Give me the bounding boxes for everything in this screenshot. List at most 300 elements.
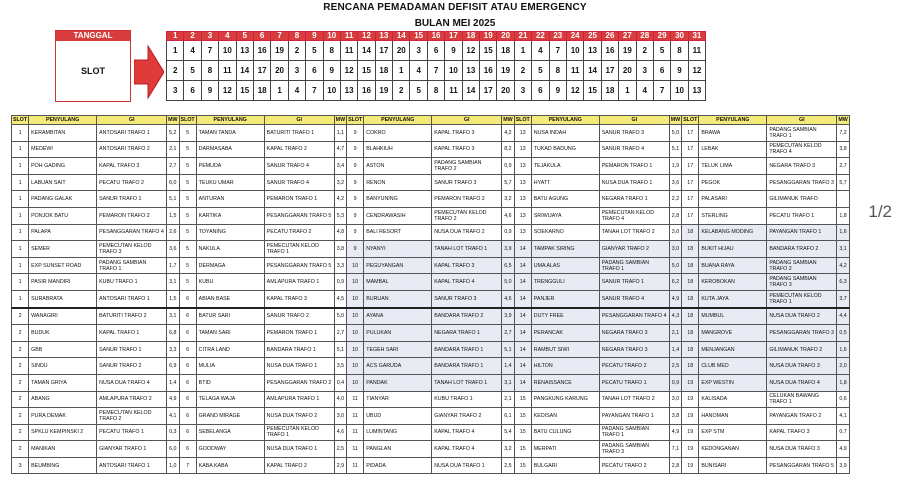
penyulang-table	[11, 115, 850, 474]
table-row	[12, 308, 850, 325]
date-header: 28	[636, 32, 653, 41]
slot-cell: 14	[514, 374, 531, 391]
mw-cell: 4,5	[334, 290, 346, 307]
penyulang-cell: BTID	[196, 374, 264, 391]
mw-cell: 3,0	[669, 391, 681, 408]
mw-cell: 6,2	[669, 274, 681, 291]
penyulang-cell: CENDRAWASIH	[364, 207, 432, 224]
penyulang-cell: PASIR MANDIRI	[29, 274, 97, 291]
slot-cell: 1	[12, 257, 29, 274]
mw-cell: 3,8	[669, 408, 681, 425]
gi-cell: PECATU TRAFO 2	[599, 358, 669, 375]
penyulang-cell: GOODWAY	[196, 441, 264, 458]
date-header: 15	[410, 32, 427, 41]
gi-cell: PADANG SAMBIAN TRAFO 3	[599, 441, 669, 458]
penyulang-cell: NYANYI	[364, 241, 432, 258]
mw-cell: 3,2	[502, 191, 514, 208]
gi-cell: NUSA DUA TRAFO 1	[264, 441, 334, 458]
slot-cell: 17	[682, 125, 699, 142]
slot-cell: 14	[514, 341, 531, 358]
column-header-penyulang: PENYULANG	[364, 116, 432, 125]
slot-cell: 13	[584, 41, 601, 61]
mw-cell: 5,1	[502, 341, 514, 358]
date-header: 13	[375, 32, 392, 41]
slot-cell: 9	[549, 81, 566, 101]
slot-cell: 2	[12, 374, 29, 391]
slot-cell: 2	[12, 424, 29, 441]
mw-cell: 4,1	[167, 408, 179, 425]
gi-cell: PESANGGARAN TRAFO 5	[264, 207, 334, 224]
slot-cell: 6	[653, 61, 670, 81]
mw-cell: 4,9	[167, 391, 179, 408]
penyulang-cell: PURA DEMAK	[29, 408, 97, 425]
mw-cell: 2,5	[502, 457, 514, 474]
penyulang-cell: PULUKAN	[364, 325, 432, 342]
slot-cell: 15	[514, 441, 531, 458]
slot-cell: 7	[179, 457, 196, 474]
mw-cell: 2,6	[167, 224, 179, 241]
slot-cell: 14	[514, 308, 531, 325]
slot-cell: 5	[179, 125, 196, 142]
gi-cell: NEGARA TRAFO 3	[767, 158, 837, 175]
penyulang-cell: SEBELANGA	[196, 424, 264, 441]
table-row	[12, 424, 850, 441]
penyulang-cell: TAMPAK SIRING	[531, 241, 599, 258]
mw-cell: 2,7	[502, 325, 514, 342]
slot-cell: 4	[184, 41, 201, 61]
slot-cell: 4	[288, 81, 305, 101]
mw-cell: 3,5	[334, 358, 346, 375]
gi-cell: NEGARA TRAFO 3	[599, 325, 669, 342]
penyulang-cell: PIDADA	[364, 457, 432, 474]
penyulang-cell: LABUAN SAIT	[29, 174, 97, 191]
mw-cell: 4,2	[502, 125, 514, 142]
slot-cell: 8	[671, 41, 688, 61]
column-header-penyulang: PENYULANG	[196, 116, 264, 125]
date-header: 24	[566, 32, 583, 41]
mw-cell: 1,7	[167, 257, 179, 274]
mw-cell: 0,9	[669, 374, 681, 391]
slot-cell: 9	[347, 141, 364, 158]
mw-cell: 6,3	[837, 274, 849, 291]
penyulang-cell: CLUB MED	[699, 358, 767, 375]
gi-cell: KAPAL TRAFO 2	[264, 457, 334, 474]
mw-cell: 1,8	[837, 374, 849, 391]
date-header: 2	[184, 32, 201, 41]
penyulang-cell: PALAPA	[29, 224, 97, 241]
slot-cell: 13	[340, 81, 357, 101]
mw-cell: 5,2	[167, 125, 179, 142]
slot-cell: 18	[682, 274, 699, 291]
gi-cell: ANTOSARI TRAFO 2	[97, 141, 167, 158]
slot-row	[167, 61, 706, 81]
slot-cell: 5	[179, 158, 196, 175]
penyulang-cell: KABA KABA	[196, 457, 264, 474]
mw-cell: 5,7	[837, 174, 849, 191]
mw-cell: 3,7	[837, 290, 849, 307]
date-header: 5	[236, 32, 253, 41]
slot-cell: 15	[514, 391, 531, 408]
penyulang-cell: DERMAGA	[196, 257, 264, 274]
slot-cell: 10	[347, 257, 364, 274]
date-header: 11	[340, 32, 357, 41]
gi-cell: NUSA DUA TRAFO 4	[767, 374, 837, 391]
mw-cell: 0,9	[502, 224, 514, 241]
penyulang-cell: TRENGGULI	[531, 274, 599, 291]
gi-cell: KAPAL TRAFO 3	[264, 290, 334, 307]
slot-cell: 3	[636, 61, 653, 81]
gi-cell: PAYANGAN TRAFO 1	[599, 408, 669, 425]
slot-cell: 4	[532, 41, 549, 61]
mw-cell: 4,3	[669, 308, 681, 325]
gi-cell: PEMARON TRAFO 2	[97, 207, 167, 224]
slot-cell: 17	[682, 191, 699, 208]
column-header-slot: SLOT	[683, 117, 698, 123]
gi-cell: PEMARON TRAFO 1	[264, 325, 334, 342]
slot-cell: 10	[347, 325, 364, 342]
date-header: 7	[271, 32, 288, 41]
slot-cell: 16	[358, 81, 375, 101]
slot-cell: 5	[410, 81, 427, 101]
penyulang-cell: BUANA RAYA	[699, 257, 767, 274]
slot-cell: 5	[653, 41, 670, 61]
mw-cell: 1,5	[167, 207, 179, 224]
slot-cell: 14	[514, 257, 531, 274]
slot-cell: 20	[393, 41, 410, 61]
penyulang-cell: TEJAKULA	[531, 158, 599, 175]
slot-cell: 11	[688, 41, 705, 61]
penyulang-cell: PEMUDA	[196, 158, 264, 175]
mw-cell: 3,0	[669, 224, 681, 241]
penyulang-cell: ACS GARUDA	[364, 358, 432, 375]
slot-cell: 19	[271, 41, 288, 61]
slot-cell: 13	[514, 207, 531, 224]
penyulang-cell: BUKIT HIJAU	[699, 241, 767, 258]
slot-cell: 9	[347, 191, 364, 208]
page-indicator: 1/2	[868, 202, 892, 221]
penyulang-cell: ASTON	[364, 158, 432, 175]
penyulang-cell: SOEKARNO	[531, 224, 599, 241]
gi-cell: KAPAL TRAFO 3	[432, 141, 502, 158]
date-header: 18	[462, 32, 479, 41]
gi-cell: SANUR TRAFO 1	[599, 274, 669, 291]
date-header: 23	[549, 32, 566, 41]
mw-cell: 0,3	[167, 424, 179, 441]
mw-cell: 7,1	[669, 441, 681, 458]
slot-cell: 9	[347, 241, 364, 258]
gi-cell: PADANG SAMBIAN TRAFO 3	[767, 274, 837, 291]
gi-cell: PEMECUTAN KELOD TRAFO 2	[432, 207, 502, 224]
date-header: 31	[688, 32, 705, 41]
penyulang-cell: TOYANING	[196, 224, 264, 241]
slot-row	[167, 41, 706, 61]
mw-cell: 1,4	[502, 358, 514, 375]
mw-cell: 5,0	[334, 308, 346, 325]
gi-cell: KAPAL TRAFO 4	[432, 274, 502, 291]
slot-cell: 18	[375, 61, 392, 81]
penyulang-cell: PEGOK	[699, 174, 767, 191]
slot-cell: 6	[179, 308, 196, 325]
slot-cell: 19	[682, 391, 699, 408]
gi-cell: NUSA DUA TRAFO 2	[432, 224, 502, 241]
slot-cell: 13	[236, 41, 253, 61]
gi-cell: TANAH LOT TRAFO 1	[432, 241, 502, 258]
gi-cell: PEMECUTAN KELOD TRAFO 3	[97, 241, 167, 258]
slot-cell: 14	[514, 358, 531, 375]
slot-cell: 2	[636, 41, 653, 61]
mw-cell: 3,6	[669, 174, 681, 191]
date-header: 27	[619, 32, 636, 41]
slot-cell: 19	[497, 61, 514, 81]
penyulang-cell: EXP SUNSET ROAD	[29, 257, 97, 274]
slot-cell: 1	[12, 241, 29, 258]
page-title: RENCANA PEMADAMAN DEFISIT ATAU EMERGENCY	[323, 2, 587, 13]
mw-cell: 6,1	[502, 408, 514, 425]
penyulang-cell: KERAMBITAN	[29, 125, 97, 142]
penyulang-cell: CITRA LAND	[196, 341, 264, 358]
mw-cell: 2,1	[502, 391, 514, 408]
date-header: 21	[514, 32, 531, 41]
gi-cell: NUSA DUA TRAFO 4	[97, 374, 167, 391]
slot-cell: 18	[601, 81, 618, 101]
gi-cell: AMLAPURA TRAFO 2	[97, 391, 167, 408]
slot-cell: 17	[375, 41, 392, 61]
slot-label: SLOT	[81, 66, 105, 76]
mw-cell: 4,7	[334, 141, 346, 158]
slot-cell: 6	[184, 81, 201, 101]
slot-cell: 6	[179, 424, 196, 441]
mw-cell: 5,7	[502, 174, 514, 191]
penyulang-cell: DUTY FREE	[531, 308, 599, 325]
table-row	[12, 174, 850, 191]
column-header-mw: MW	[838, 117, 848, 123]
slot-cell: 1	[619, 81, 636, 101]
slot-cell: 5	[184, 61, 201, 81]
date-header: 6	[253, 32, 270, 41]
slot-cell: 10	[323, 81, 340, 101]
penyulang-cell: KEDONGANAN	[699, 441, 767, 458]
slot-cell: 7	[427, 61, 444, 81]
mw-cell: 3,9	[837, 457, 849, 474]
gi-cell: SANUR TRAFO 3	[432, 290, 502, 307]
slot-cell: 9	[323, 61, 340, 81]
mw-cell: 4,2	[837, 257, 849, 274]
mw-cell: 7,2	[837, 125, 849, 142]
slot-cell: 10	[347, 341, 364, 358]
slot-cell: 3	[12, 457, 29, 474]
slot-cell: 5	[179, 174, 196, 191]
penyulang-cell: KEDISAN	[531, 408, 599, 425]
mw-cell: 3,4	[334, 158, 346, 175]
penyulang-cell: BATU AGUNG	[531, 191, 599, 208]
column-header-penyulang: PENYULANG	[29, 116, 97, 125]
penyulang-cell: BUNISARI	[699, 457, 767, 474]
column-header-gi: GI	[599, 116, 669, 125]
gi-cell: SANUR TRAFO 2	[97, 358, 167, 375]
gi-cell: CELUKAN BAWANG TRAFO 1	[767, 391, 837, 408]
penyulang-cell: GRAND MIRAGE	[196, 408, 264, 425]
table-row	[12, 191, 850, 208]
slot-cell: 9	[347, 224, 364, 241]
slot-cell: 11	[566, 61, 583, 81]
slot-cell: 9	[201, 81, 218, 101]
penyulang-cell: BLAHKIUH	[364, 141, 432, 158]
slot-cell: 1	[514, 41, 531, 61]
slot-cell: 10	[566, 41, 583, 61]
slot-cell: 19	[682, 457, 699, 474]
slot-cell: 2	[12, 308, 29, 325]
slot-cell: 15	[358, 61, 375, 81]
mw-cell: 5,1	[669, 141, 681, 158]
gi-cell: PECATU TRAFO 2	[599, 457, 669, 474]
column-header-mw: MW	[503, 117, 513, 123]
mw-cell: 3,1	[502, 374, 514, 391]
slot-row	[167, 81, 706, 101]
slot-cell: 17	[253, 61, 270, 81]
penyulang-cell: ABANG	[29, 391, 97, 408]
gi-cell: PEMECUTAN KELOD TRAFO 2	[97, 408, 167, 425]
date-header: 22	[532, 32, 549, 41]
gi-cell: GIANYAR TRAFO 1	[97, 441, 167, 458]
gi-cell: PECATU TRAFO 1	[599, 374, 669, 391]
penyulang-cell: MEDEWI	[29, 141, 97, 158]
mw-cell: 2,1	[669, 325, 681, 342]
penyulang-cell: GBB	[29, 341, 97, 358]
slot-cell: 5	[179, 191, 196, 208]
mw-cell: 4,0	[334, 391, 346, 408]
mw-cell: 6,5	[502, 257, 514, 274]
slot-cell: 10	[347, 358, 364, 375]
penyulang-cell: WANAGIRI	[29, 308, 97, 325]
column-header-gi: GI	[767, 116, 837, 125]
mw-cell: 4,6	[502, 207, 514, 224]
penyulang-cell: TELUK LIMA	[699, 158, 767, 175]
slot-cell: 4	[636, 81, 653, 101]
slot-cell: 15	[584, 81, 601, 101]
date-header: 9	[306, 32, 323, 41]
gi-cell: GIANYAR TRAFO 2	[599, 241, 669, 258]
penyulang-cell: KARTIKA	[196, 207, 264, 224]
gi-cell: PAYANGAN TRAFO 2	[767, 408, 837, 425]
mw-cell: 2,9	[334, 457, 346, 474]
slot-cell: 16	[253, 41, 270, 61]
gi-cell: AMLAPURA TRAFO 1	[264, 391, 334, 408]
penyulang-cell: TAMAN TANDA	[196, 125, 264, 142]
slot-cell: 18	[682, 290, 699, 307]
mw-cell: 3,1	[837, 241, 849, 258]
mw-cell: 1,9	[669, 158, 681, 175]
slot-cell: 20	[619, 61, 636, 81]
gi-cell: PADANG SAMBIAN TRAFO 1	[97, 257, 167, 274]
slot-cell: 15	[514, 424, 531, 441]
mw-cell: 4,6	[334, 424, 346, 441]
slot-cell: 11	[340, 41, 357, 61]
gi-cell: GILIMANUK TRAFO 2	[767, 341, 837, 358]
date-header: 29	[653, 32, 670, 41]
slot-cell: 10	[347, 308, 364, 325]
gi-cell: SANUR TRAFO 3	[432, 174, 502, 191]
mw-cell: 3,9	[502, 241, 514, 258]
penyulang-cell: ABIAN BASE	[196, 290, 264, 307]
mw-cell: 5,4	[502, 424, 514, 441]
gi-cell: KAPAL TRAFO 4	[432, 424, 502, 441]
penyulang-cell: TAMAN GRIYA	[29, 374, 97, 391]
mw-cell: 2,0	[837, 358, 849, 375]
slot-cell: 1	[167, 41, 184, 61]
mw-cell: 3,8	[334, 241, 346, 258]
penyulang-cell: TAMAN SARI	[196, 325, 264, 342]
slot-cell: 18	[682, 358, 699, 375]
slot-cell: 14	[584, 61, 601, 81]
slot-cell: 3	[410, 41, 427, 61]
gi-cell: ANTOSARI TRAFO 1	[97, 290, 167, 307]
mw-cell: 5,3	[334, 207, 346, 224]
penyulang-cell: PANGLAN	[364, 441, 432, 458]
gi-cell: PADANG SAMBIAN TRAFO 1	[599, 257, 669, 274]
slot-cell: 2	[288, 41, 305, 61]
slot-cell: 8	[201, 61, 218, 81]
table-row	[12, 341, 850, 358]
penyulang-cell: UMA ALAS	[531, 257, 599, 274]
table-row	[12, 257, 850, 274]
slot-cell: 9	[347, 125, 364, 142]
mw-cell: 0,4	[334, 374, 346, 391]
penyulang-cell: KUBU	[196, 274, 264, 291]
mw-cell: 1,5	[167, 290, 179, 307]
slot-cell: 7	[201, 41, 218, 61]
slot-cell: 11	[347, 441, 364, 458]
slot-cell: 18	[682, 325, 699, 342]
gi-cell: PEMARON TRAFO 1	[599, 158, 669, 175]
gi-cell: PESANGGARAN TRAFO 4	[97, 224, 167, 241]
mw-cell: 4,4	[837, 308, 849, 325]
gi-cell: KAPAL TRAFO 1	[97, 325, 167, 342]
slot-cell: 5	[179, 241, 196, 258]
penyulang-cell: PANDAK	[364, 374, 432, 391]
slot-cell: 17	[682, 158, 699, 175]
gi-cell: NUSA DUA TRAFO 1	[264, 358, 334, 375]
mw-cell: 1,1	[334, 125, 346, 142]
slot-cell: 1	[12, 158, 29, 175]
slot-cell: 3	[514, 81, 531, 101]
slot-cell: 19	[682, 424, 699, 441]
slot-cell: 10	[219, 41, 236, 61]
slot-cell: 1	[12, 174, 29, 191]
mw-cell: 2,5	[669, 358, 681, 375]
date-header: 4	[219, 32, 236, 41]
penyulang-cell: TEUKU UMAR	[196, 174, 264, 191]
penyulang-cell: SPKLU KEMPINSKI 2	[29, 424, 97, 441]
slot-cell: 1	[271, 81, 288, 101]
table-row	[12, 207, 850, 224]
slot-cell: 6	[179, 341, 196, 358]
penyulang-cell: RAMBUT SIWI	[531, 341, 599, 358]
penyulang-cell: TEGEH SARI	[364, 341, 432, 358]
slot-cell: 19	[682, 374, 699, 391]
mw-cell: 2,7	[837, 158, 849, 175]
date-header: 3	[201, 32, 218, 41]
slot-cell: 6	[179, 374, 196, 391]
slot-cell: 5	[306, 41, 323, 61]
penyulang-cell: BATUR SARI	[196, 308, 264, 325]
slot-cell: 2	[12, 391, 29, 408]
mw-cell: 1,4	[669, 341, 681, 358]
column-header-penyulang: PENYULANG	[699, 116, 767, 125]
gi-cell: PECATU TRAFO 2	[264, 224, 334, 241]
gi-cell: PEMARON TRAFO 2	[432, 191, 502, 208]
gi-cell: NUSA DUA TRAFO 3	[767, 441, 837, 458]
slot-cell: 15	[480, 41, 497, 61]
